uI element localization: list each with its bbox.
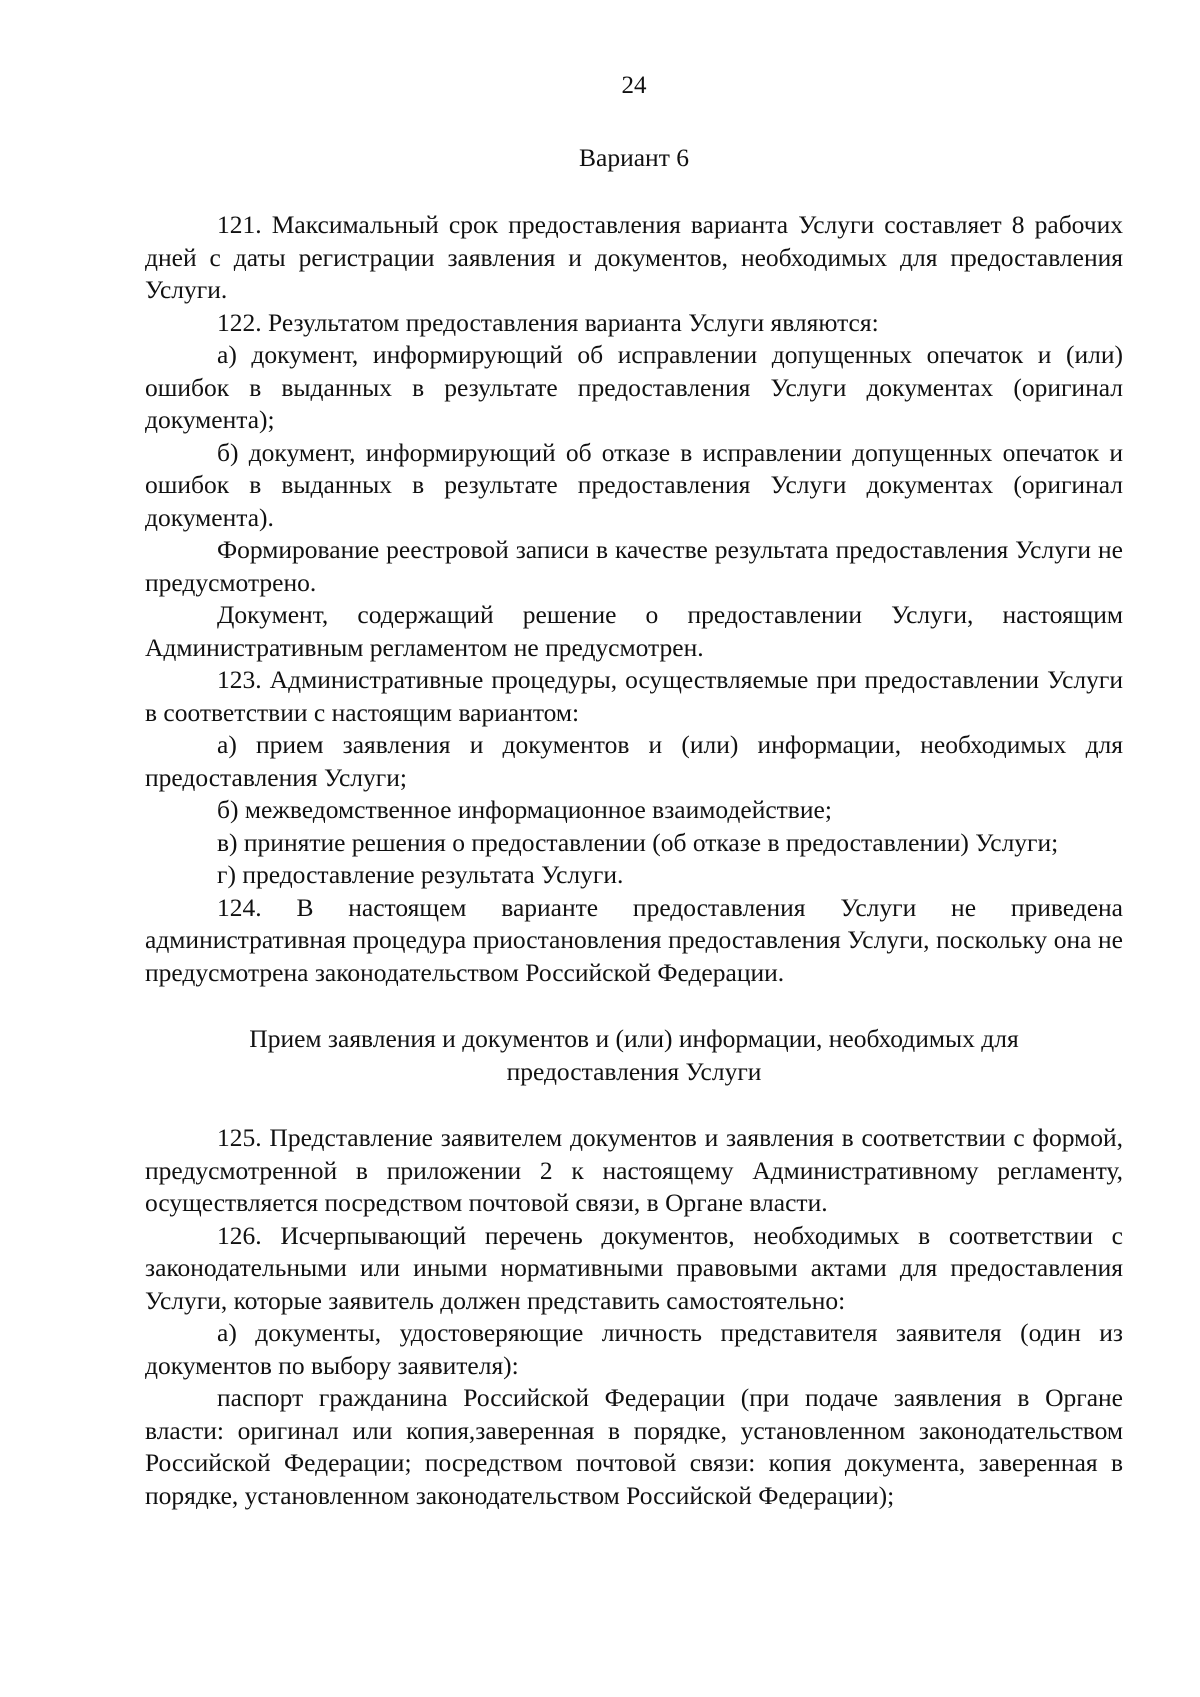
list-item: б) межведомственное информационное взаимодействие;: [217, 795, 832, 824]
paragraph: 123. Административные процедуры, осуществляемые при предоставлении Услуги в соответствии с настоящим вариантом:: [145, 665, 1123, 727]
subsection-heading-line: предоставления Услуги: [506, 1056, 762, 1086]
list-item: а) прием заявления и документов и (или) информации, необходимых для предоставления Услуги;: [145, 730, 1123, 792]
subsection-heading: [145, 1023, 1123, 1088]
list-item: а) документы, удостоверяющие личность представителя заявителя (один из документов по выбору заявителя):: [145, 1318, 1123, 1380]
body-text-before: [145, 209, 1123, 989]
paragraph: 125. Представление заявителем документов и заявления в соответствии с формой, предусмотренной в приложении 2 к настоящему Административному регламенту, осуществляется посредством почтовой связи, в Органе власти.: [145, 1123, 1123, 1217]
section-title: Вариант 6: [579, 143, 689, 172]
paragraph: 124. В настоящем варианте предоставления Услуги не приведена административная процедура приостановления предоставления Услуги, поскольку она не предусмотрена законодательством Российской Федерации.: [145, 892, 1123, 987]
list-item: в) принятие решения о предоставлении (об отказе в предоставлении) Услуги;: [217, 827, 1059, 857]
paragraph: 122. Результатом предоставления варианта Услуги являются:: [217, 307, 879, 337]
list-item: г) предоставление результата Услуги.: [217, 860, 624, 889]
paragraph: 126. Исчерпывающий перечень документов, необходимых в соответствии с законодательными или иными нормативными правовыми актами для предоставления Услуги, которые заявитель должен представить самостоятельно:: [145, 1220, 1123, 1315]
paragraph: Формирование реестровой записи в качестве результата предоставления Услуги не предусмотрено.: [145, 535, 1123, 597]
list-item: а) документ, информирующий об исправлении допущенных опечаток и (или) ошибок в выданных в результате предоставления Услуги документах (оригинал документа);: [145, 340, 1123, 434]
document-page: [145, 70, 1123, 1512]
paragraph: паспорт гражданина Российской Федерации (при подаче заявления в Органе власти: оригинал или копия,заверенная в порядке, установленном законодательством Российской Федерации; посредством почтовой связи: копия документа, заверенная в порядке, установленном законодательством Российской Федерации);: [145, 1383, 1123, 1510]
body-text-after: [145, 1122, 1123, 1512]
page-number: 24: [621, 72, 647, 99]
subsection-heading-line: Прием заявления и документов и (или) информации, необходимых для: [249, 1024, 1019, 1053]
paragraph: 121. Максимальный срок предоставления варианта Услуги составляет 8 рабочих дней с даты регистрации заявления и документов, необходимых для предоставления Услуги.: [145, 210, 1123, 304]
list-item: б) документ, информирующий об отказе в исправлении допущенных опечаток и ошибок в выданных в результате предоставления Услуги документах (оригинал документа).: [145, 437, 1123, 532]
paragraph: Документ, содержащий решение о предоставлении Услуги, настоящим Административным регламентом не предусмотрен.: [145, 600, 1123, 662]
